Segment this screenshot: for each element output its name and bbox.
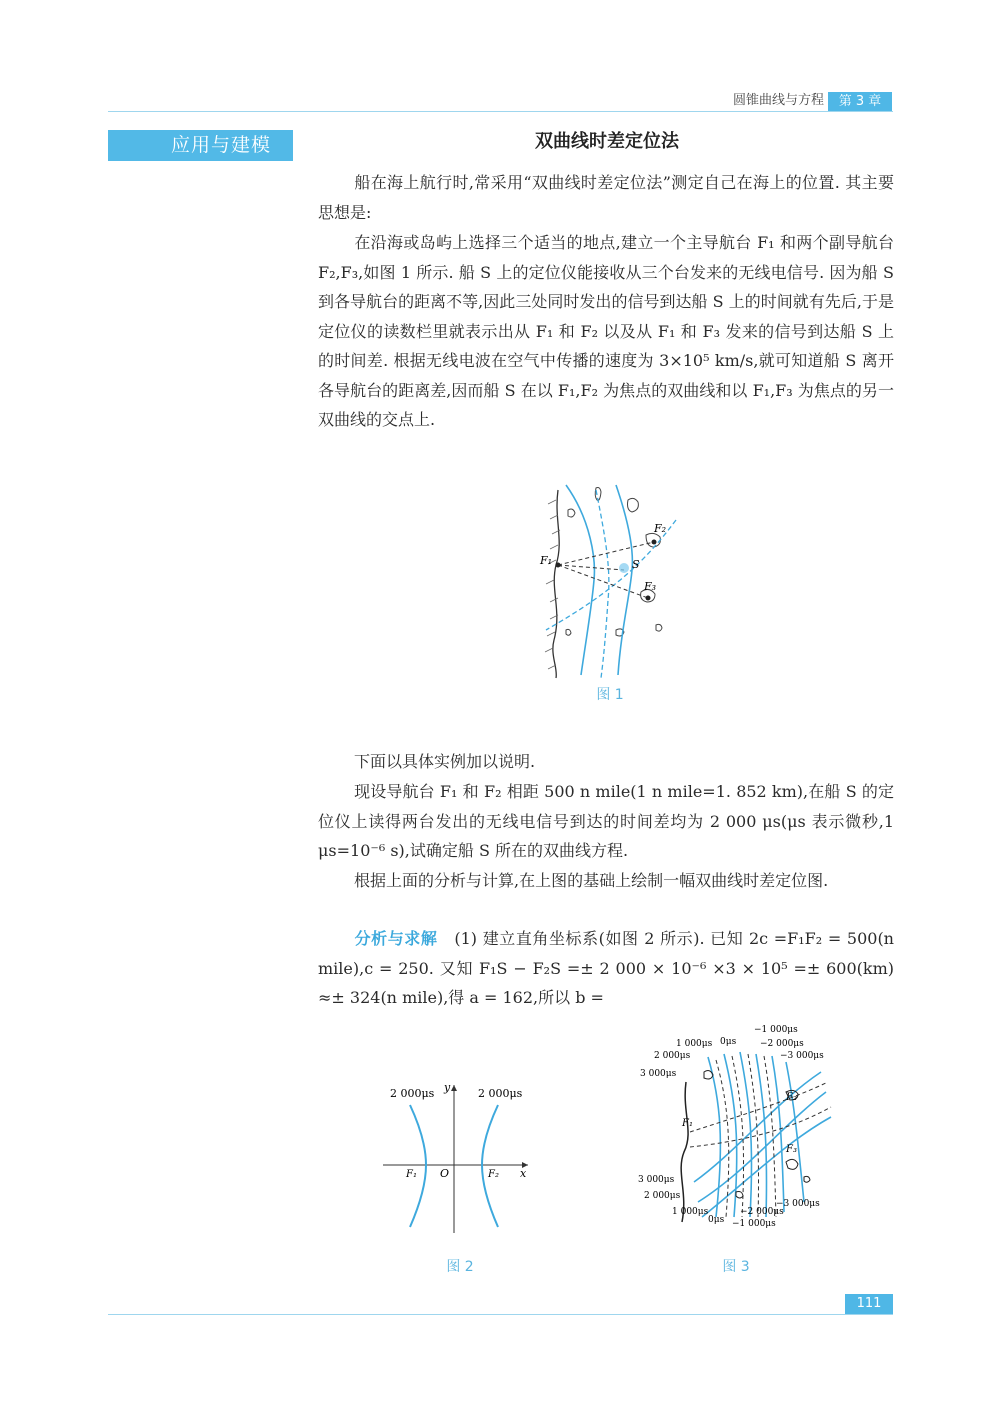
paragraph-example-intro <box>318 747 894 777</box>
figure-3-caption: 图 3 <box>722 1259 750 1275</box>
label-b1: 3 000μs <box>638 1175 675 1185</box>
right-branch <box>482 1105 498 1227</box>
figure-1 <box>536 480 686 680</box>
label-right-top: 2 000μs <box>478 1087 523 1100</box>
y-axis-arrow <box>451 1085 457 1091</box>
paragraph-example-intro-text: 下面以具体实例加以说明. <box>354 752 536 771</box>
paragraph-method <box>318 228 894 435</box>
label-t2: 1 000μs <box>676 1039 713 1049</box>
label-t3: 0μs <box>720 1037 737 1047</box>
focus-f1-dot <box>556 563 561 568</box>
section-banner: 应用与建模 <box>108 130 293 161</box>
label-t7: 3 000μs <box>640 1069 677 1079</box>
label-left-top: 2 000μs <box>390 1087 435 1100</box>
label-b2: 2 000μs <box>644 1191 681 1201</box>
label-t4: −2 000μs <box>760 1039 804 1049</box>
label-b7: −1 000μs <box>732 1219 776 1229</box>
chapter-badge: 第 3 章 <box>828 92 892 111</box>
label-f1: F₁ <box>682 1118 693 1129</box>
label-t5: 2 000μs <box>654 1051 691 1061</box>
focus-lines <box>558 542 657 598</box>
page-number: 111 <box>845 1294 893 1314</box>
label-f3: F₃ <box>786 1144 797 1155</box>
label-y: y <box>444 1081 451 1094</box>
figure-1-caption: 图 1 <box>596 687 624 703</box>
label-f2: F₂ <box>786 1092 797 1103</box>
label-f3: F₃ <box>644 580 657 593</box>
ship-s-marker <box>619 563 629 573</box>
label-b6: −3 000μs <box>776 1199 820 1209</box>
paragraph-task <box>318 866 894 896</box>
label-f1: F₁ <box>540 554 553 567</box>
label-b4: 0μs <box>708 1215 725 1225</box>
header-rule <box>108 111 893 112</box>
footer-rule <box>108 1314 893 1315</box>
label-b3: 1 000μs <box>672 1207 709 1217</box>
focus-f3-dot <box>646 596 651 601</box>
figure-3 <box>636 1022 836 1232</box>
focus-f2-dot <box>652 540 657 545</box>
label-o: O <box>440 1167 450 1180</box>
label-f2: F₂ <box>654 522 667 535</box>
coastline <box>681 1082 688 1222</box>
solution-label: 分析与求解 <box>354 929 438 948</box>
paragraph-solution-text: (1) 建立直角坐标系(如图 2 所示). 已知 2c =F₁F₂ = 500(n mile),c = 250. 又知 F₁S − F₂S =± 2 000 × 10⁻⁶ ×3 × 10⁵ =± 600(km) ≈± 324(n mile),得 a = 162,所以 b = <box>318 929 894 1007</box>
label-f2: F₂ <box>488 1169 499 1180</box>
page-title: 双曲线时差定位法 <box>535 131 679 152</box>
label-f1: F₁ <box>406 1169 417 1180</box>
paragraph-method-text: 在沿海或岛屿上选择三个适当的地点,建立一个主导航台 F₁ 和两个副导航台 F₂,F₃,如图 1 所示. 船 S 上的定位仪能接收从三个台发来的无线电信号. 因为船 S 到各导航台的距离不等,因此三处同时发出的信号到达船 S 上的时间就有先后,于是定位仪的读数栏里就表示出从 F₁ 和 F₂ 以及从 F₁ 和 F₃ 发来的信号到达船 S 上的时间差. 根据无线电波在空气中传播的速度为 3×10⁵ km/s,就可知道船 S 离开各导航台的距离差,因而船 S 在以 F₁,F₂ 为焦点的双曲线和以 F₁,F₃ 为焦点的另一双曲线的交点上. <box>318 233 894 429</box>
left-branch <box>410 1105 426 1227</box>
paragraph-intro <box>318 168 894 227</box>
label-t1: −1 000μs <box>754 1025 798 1035</box>
paragraph-solution <box>318 924 894 1013</box>
paragraph-task-text: 根据上面的分析与计算,在上图的基础上绘制一幅双曲线时差定位图. <box>354 871 829 890</box>
label-x: x <box>520 1167 527 1180</box>
label-b5: −2 000μs <box>740 1207 784 1217</box>
chapter-name: 圆锥曲线与方程 <box>732 93 824 108</box>
paragraph-example-text: 现设导航台 F₁ 和 F₂ 相距 500 n mile(1 n mile=1. 852 km),在船 S 的定位仪上读得两台发出的无线电信号到达的时间差均为 2 000 μs(μs 表示微秒,1 μs=10⁻⁶ s),试确定船 S 所在的双曲线方程. <box>318 782 894 860</box>
figure-2-caption: 图 2 <box>446 1259 474 1275</box>
paragraph-intro-text: 船在海上航行时,常采用“双曲线时差定位法”测定自己在海上的位置. 其主要思想是: <box>318 173 894 222</box>
label-s: S <box>632 558 640 571</box>
label-t6: −3 000μs <box>780 1051 824 1061</box>
figure-2 <box>378 1075 538 1240</box>
coastline <box>553 490 559 678</box>
paragraph-example <box>318 777 894 866</box>
